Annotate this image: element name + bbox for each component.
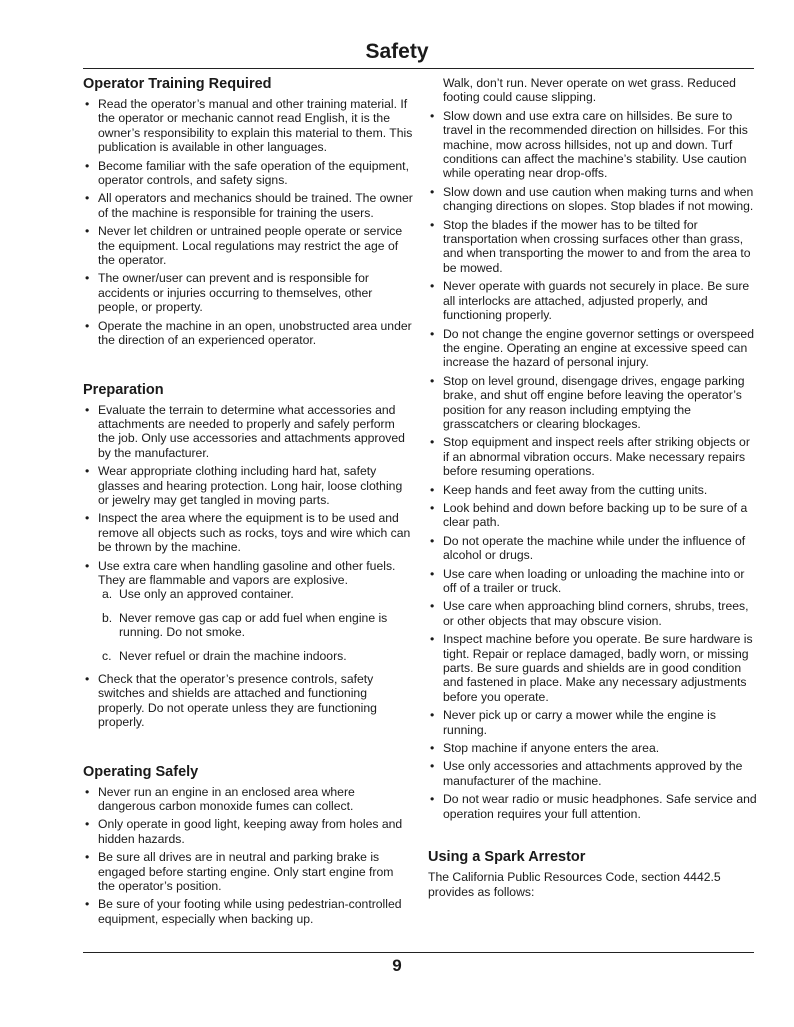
list-item: • Evaluate the terrain to determine what accessories and attachments are needed to properly and safely perform the job. Only use accessories and attachments approved by the manufacturer. bbox=[83, 403, 413, 461]
sub-list-item bbox=[102, 611, 413, 640]
list-item: • Be sure all drives are in neutral and parking brake is engaged before starting engine. Only start engine from the operator’s position. bbox=[83, 850, 413, 893]
list-item: • Do not operate the machine while under the influence of alcohol or drugs. bbox=[428, 534, 758, 563]
list-item: • Stop machine if anyone enters the area. bbox=[428, 741, 758, 755]
list-item bbox=[83, 559, 413, 663]
list-item: • Slow down and use extra care on hillsides. Be sure to travel in the recommended direction on hillsides. For this machine, mow across hillsides, not up and down. Turf conditions can affect the machine’s stability. Use caution while operating near drop-offs. bbox=[428, 109, 758, 181]
list-item: • Read the operator’s manual and other training material. If the operator or mechanic cannot read English, it is the owner’s responsibility to explain this material to them. This publication is available in other languages. bbox=[83, 97, 413, 155]
sub-item-text: Use only an approved container. bbox=[119, 587, 294, 602]
spacer bbox=[83, 734, 413, 764]
operating-list-left bbox=[83, 785, 413, 927]
list-item: • Stop on level ground, disengage drives, engage parking brake, and shut off engine before leaving the operator’s position for any reason including emptying the grasscatchers or clearing blockages. bbox=[428, 374, 758, 432]
list-item: • Never let children or untrained people operate or service the equipment. Local regulations may restrict the age of the operator. bbox=[83, 224, 413, 267]
list-item: • Slow down and use caution when making turns and when changing directions on slopes. Stop blades if not mowing. bbox=[428, 185, 758, 214]
list-item: • Stop the blades if the mower has to be tilted for transportation when crossing surfaces other than grass, and when transporting the mower to and from the area to be mowed. bbox=[428, 218, 758, 276]
right-column bbox=[428, 76, 758, 899]
list-item: • The owner/user can prevent and is responsible for accidents or injuries occurring to themselves, other people, or property. bbox=[83, 271, 413, 314]
preparation-list bbox=[83, 403, 413, 730]
list-item: • Only operate in good light, keeping away from holes and hidden hazards. bbox=[83, 817, 413, 846]
list-item: • Do not change the engine governor settings or overspeed the engine. Operating an engine at excessive speed can increase the hazard of personal injury. bbox=[428, 327, 758, 370]
section-heading-training: Operator Training Required bbox=[83, 76, 272, 92]
sub-item-mark: c. bbox=[102, 648, 112, 663]
section-heading-preparation: Preparation bbox=[83, 381, 164, 398]
list-item: • All operators and mechanics should be trained. The owner of the machine is responsible for training the users. bbox=[83, 191, 413, 220]
list-item: • Keep hands and feet away from the cutting units. bbox=[428, 483, 758, 497]
page-title: Safety bbox=[365, 40, 429, 63]
continued-item-text: Walk, don’t run. Never operate on wet grass. Reduced footing could cause slipping. bbox=[443, 76, 736, 105]
list-item: • Inspect machine before you operate. Be sure hardware is tight. Repair or replace damaged, badly worn, or missing parts. Be sure guards and shields are in good condition and fastened in place. Make any necessary adjustments before you operate. bbox=[428, 632, 758, 704]
sub-list-item bbox=[102, 587, 413, 601]
list-item: • Do not wear radio or music headphones. Safe service and operation requires your full attention. bbox=[428, 792, 758, 821]
sub-item-mark: a. bbox=[102, 587, 113, 602]
list-item: • Stop equipment and inspect reels after striking objects or if an abnormal vibration occurs. Make necessary repairs before resuming operations. bbox=[428, 435, 758, 478]
sub-item-text: Never refuel or drain the machine indoors. bbox=[119, 648, 347, 663]
list-item: • Look behind and down before backing up to be sure of a clear path. bbox=[428, 501, 758, 530]
list-item-text: Use extra care when handling gasoline and other fuels. They are flammable and vapors are explosive. bbox=[98, 558, 396, 587]
list-item: • Use only accessories and attachments approved by the manufacturer of the machine. bbox=[428, 759, 758, 788]
list-item: • Never run an engine in an enclosed area where dangerous carbon monoxide fumes can collect. bbox=[83, 785, 413, 814]
list-item: • Operate the machine in an open, unobstructed area under the direction of an experienced operator. bbox=[83, 319, 413, 348]
list-item: • Inspect the area where the equipment is to be used and remove all objects such as rocks, toys and wire which can be thrown by the machine. bbox=[83, 511, 413, 554]
operating-list-right bbox=[428, 109, 758, 821]
spark-arrestor-text: The California Public Resources Code, section 4442.5 provides as follows: bbox=[428, 870, 721, 899]
training-list bbox=[83, 97, 413, 348]
list-item: • Use care when approaching blind corners, shrubs, trees, or other objects that may obscure vision. bbox=[428, 599, 758, 628]
list-item: • Check that the operator’s presence controls, safety switches and shields are attached and functioning properly. Do not operate unless they are functioning properly. bbox=[83, 672, 413, 730]
list-item: • Never operate with guards not securely in place. Be sure all interlocks are attached, adjusted properly, and functioning properly. bbox=[428, 279, 758, 322]
list-item: • Be sure of your footing while using pedestrian-controlled equipment, especially when backing up. bbox=[83, 897, 413, 926]
list-item: • Never pick up or carry a mower while the engine is running. bbox=[428, 708, 758, 737]
section-heading-operating: Operating Safely bbox=[83, 763, 199, 780]
left-column bbox=[83, 76, 413, 930]
sub-item-text: Never remove gas cap or add fuel when engine is running. Do not smoke. bbox=[119, 610, 388, 640]
page-number: 9 bbox=[392, 956, 402, 975]
sub-item-mark: b. bbox=[102, 610, 113, 625]
list-item: • Become familiar with the safe operation of the equipment, operator controls, and safety signs. bbox=[83, 159, 413, 188]
footer-rule bbox=[83, 952, 754, 953]
spacer bbox=[83, 352, 413, 382]
header-rule bbox=[83, 68, 754, 69]
sub-list-item bbox=[102, 649, 413, 663]
fuel-sublist bbox=[98, 587, 413, 663]
section-heading-spark-arrestor: Using a Spark Arrestor bbox=[428, 849, 586, 866]
list-item: • Use care when loading or unloading the machine into or off of a trailer or truck. bbox=[428, 567, 758, 596]
list-item: • Wear appropriate clothing including hard hat, safety glasses and hearing protection. Long hair, loose clothing or jewelry may get tangled in moving parts. bbox=[83, 464, 413, 507]
